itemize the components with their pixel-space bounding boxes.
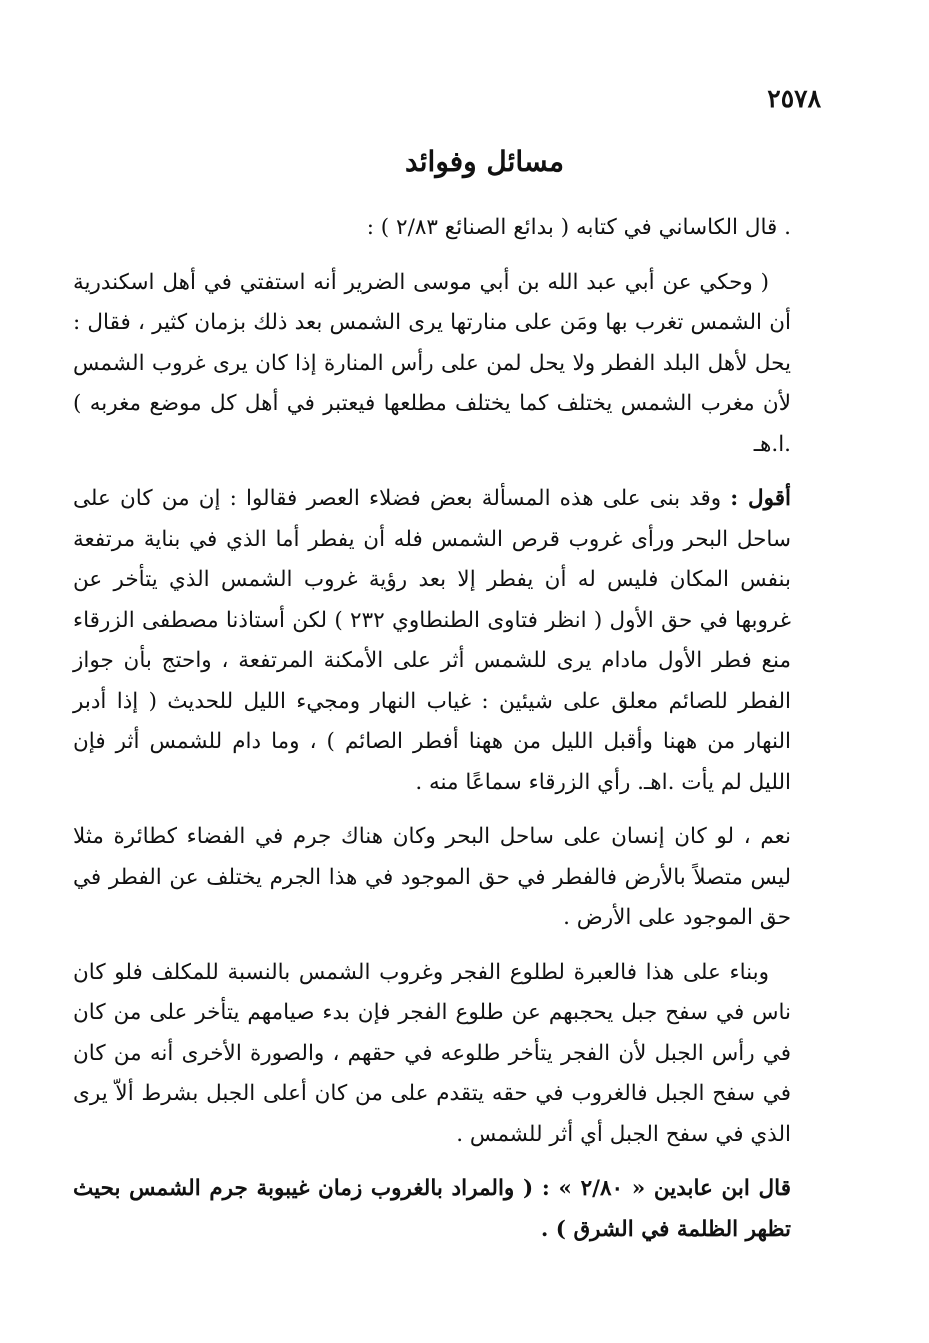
page-number: ٢٥٧٨ [767,84,821,113]
paragraph-text: وبناء على هذا فالعبرة لطلوع الفجر وغروب الشمس بالنسبة للمكلف فلو كان ناس في سفح جبل يحجبهم عن طلوع الفجر فإن بدء صيامهم يتأخر على من كان في رأس الجبل لأن الفجر يتأخر طلوعه في حقهم ، والصورة الأخرى أنه من كان في سفح الجبل فالغروب في حقه يتقدم على من كان أعلى الجبل بشرط ألاّ يرى الذي في سفح الجبل أي أثر للشمس . [73,959,791,1147]
paragraph-citation [73,1169,791,1250]
paragraph-text: ( وحكي عن أبي عبد الله بن أبي موسى الضرير أنه استفتي في أهل اسكندرية أن الشمس تغرب بها ومَن على منارتها يرى الشمس بعد ذلك بزمان كثير ، فقال : يحل لأهل البلد الفطر ولا يحل لمن على رأس المنارة إذا كان يرى غروب الشمس لأن مغرب الشمس يختلف كما يختلف مطلعها فيعتبر في أهل كل موضع مغربه ) .ا.هـ [73,269,791,457]
paragraph-commentary [73,479,791,803]
paragraph-text: . قال الكاساني في كتابه ( بدائع الصنائع ٢/٨٣ ) : [366,215,791,240]
paragraph-text: وقد بنى على هذه المسألة بعض فضلاء العصر فقالوا : إن من كان على ساحل البحر ورأى غروب قرص الشمس فله أن يفطر أما الذي في بناية مرتفعة بنفس المكان فليس له أن يفطر إلا بعد رؤية غروب الشمس الذي يتأخر عن غروبها في حق الأول ( انظر فتاوى الطنطاوي ٢٣٢ ) لكن أستاذنا مصطفى الزرقاء منع فطر الأول مادام يرى للشمس أثر على الأمكنة المرتفعة ، واحتج بأن جواز الفطر للصائم معلق على شيئين : غياب النهار ومجيء الليل للحديث ( إذا أدبر النهار من ههنا وأقبل الليل من ههنا أفطر الصائم ) ، وما دام للشمس أثر فإن الليل لم يأت .اهـ. رأي الزرقاء سماعًا منه . [73,486,791,795]
paragraph-note [73,817,791,939]
paragraph-lead: أقول : [730,486,791,511]
paragraph-intro [73,208,791,249]
paragraph-text: قال ابن عابدين « ٢/٨٠ » : ( والمراد بالغروب زمان غيبوبة جرم الشمس بحيث تظهر الظلمة في الشرق ) . [73,1176,792,1242]
page-body [73,208,791,1264]
paragraph-ruling [73,953,791,1156]
paragraph-quotation [73,263,791,466]
section-heading: مسائل وفوائد [405,145,564,178]
paragraph-text: نعم ، لو كان إنسان على ساحل البحر وكان هناك جرم في الفضاء كطائرة مثلا ليس متصلاً بالأرض فالفطر في حق الموجود في هذا الجرم يختلف عن الفطر في حق الموجود على الأرض . [73,824,791,930]
